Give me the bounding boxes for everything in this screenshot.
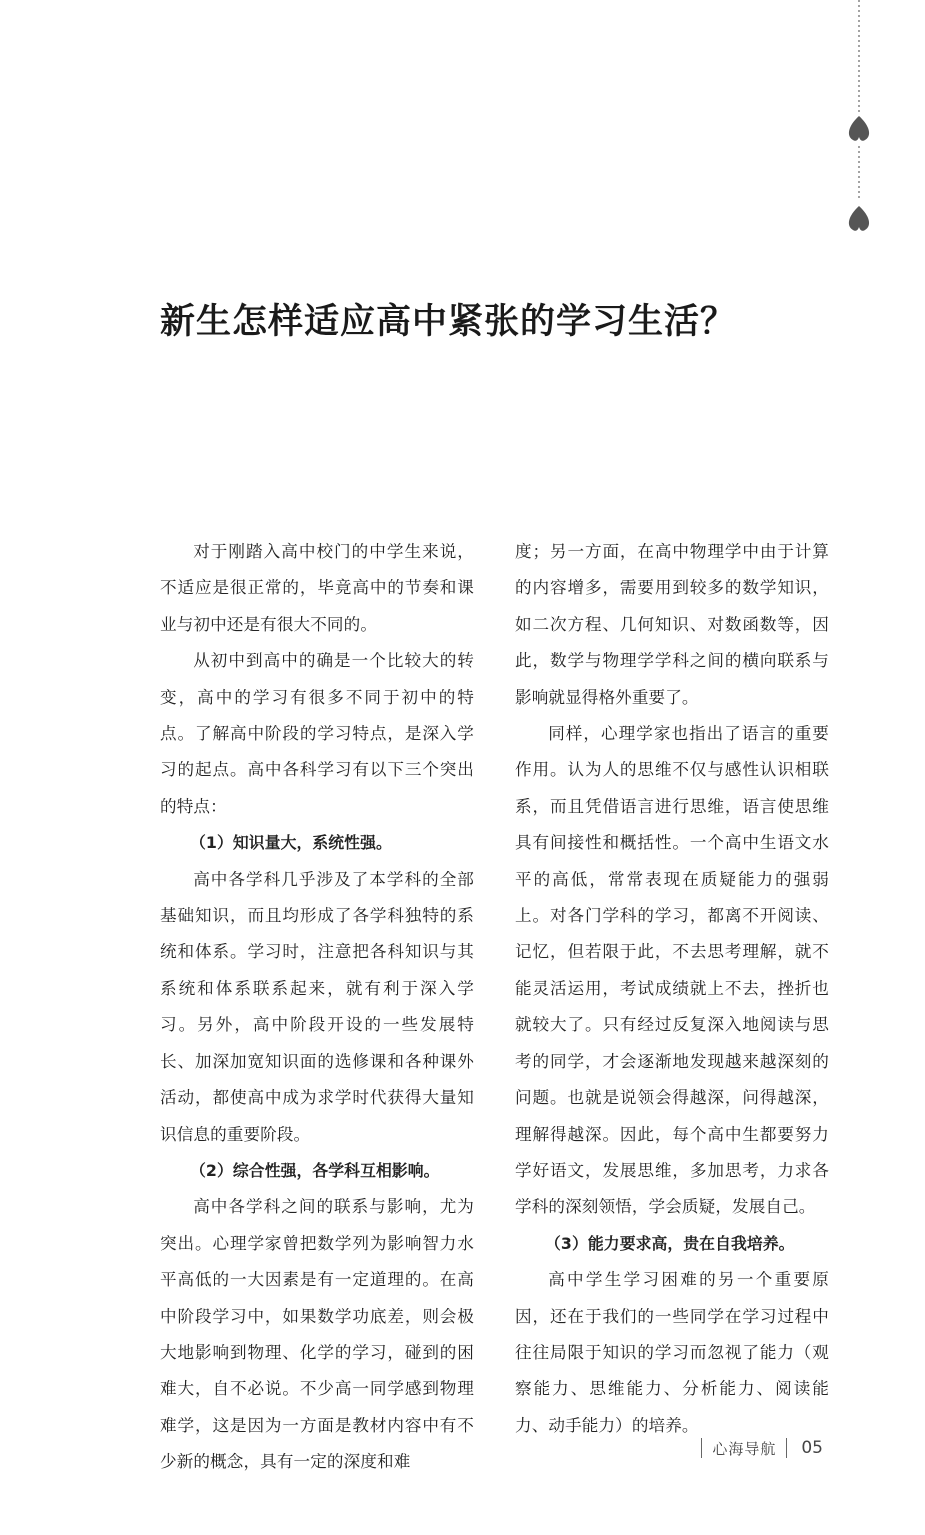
divider <box>701 1438 702 1458</box>
heart-icon <box>849 206 869 231</box>
heart-icon <box>849 116 869 141</box>
paragraph: 度；另一方面，在高中物理学中由于计算的内容增多，需要用到较多的数学知识，如二次方程、几何知识、对数函数等，因此，数学与物理学学科之间的横向联系与影响就显得格外重要了。 <box>515 542 829 707</box>
page-number: 05 <box>801 1438 823 1458</box>
paragraph: 从初中到高中的确是一个比较大的转变，高中的学习有很多不同于初中的特点。了解高中阶段的学习特点，是深入学习的起点。高中各科学习有以下三个突出的特点： <box>160 651 474 816</box>
subheading: （1）知识量大，系统性强。 <box>190 833 392 853</box>
article-title: 新生怎样适应高中紧张的学习生活？ <box>160 302 737 342</box>
left-column <box>160 534 474 1481</box>
paragraph: 高中各学科几乎涉及了本学科的全部基础知识，而且均形成了各学科独特的系统和体系。学习时，注意把各科知识与其系统和体系联系起来，就有利于深入学习。另外，高中阶段开设的一些发展特长、加深加宽知识面的选修课和各种课外活动，都使高中成为求学时代获得大量知识信息的重要阶段。 <box>160 869 474 1144</box>
page-footer <box>701 1433 823 1463</box>
paragraph: 对于刚踏入高中校门的中学生来说，不适应是很正常的，毕竟高中的节奏和课业与初中还是有很大不同的。 <box>160 542 474 634</box>
heart-decoration <box>844 0 874 240</box>
divider <box>786 1438 787 1458</box>
paragraph: 高中各学科之间的联系与影响，尤为突出。心理学家曾把数学列为影响智力水平高低的一大因素是有一定道理的。在高中阶段学习中，如果数学功底差，则会极大地影响到物理、化学的学习，碰到的困难大，自不必说。不少高一同学感到物理难学，这是因为一方面是教材内容中有不少新的概念，具有一定的深度和难 <box>160 1197 474 1472</box>
paragraph: 同样，心理学家也指出了语言的重要作用。认为人的思维不仅与感性认识相联系，而且凭借语言进行思维，语言使思维具有间接性和概括性。一个高中生语文水平的高低，常常表现在质疑能力的强弱上。对各门学科的学习，都离不开阅读、记忆，但若限于此，不去思考理解，就不能灵活运用，考试成绩就上不去，挫折也就较大了。只有经过反复深入地阅读与思考的同学，才会逐渐地发现越来越深刻的问题。也就是说领会得越深，问得越深，理解得越深。因此，每个高中生都要努力学好语文，发展思维，多加思考，力求各学科的深刻领悟，学会质疑，发展自己。 <box>515 724 829 1217</box>
subheading: （2）综合性强，各学科互相影响。 <box>190 1160 440 1180</box>
subheading: （3）能力要求高，贵在自我培养。 <box>545 1233 795 1253</box>
right-column <box>515 534 829 1444</box>
section-name: 心海导航 <box>712 1439 777 1458</box>
paragraph: 高中学生学习困难的另一个重要原因，还在于我们的一些同学在学习过程中往往局限于知识的学习而忽视了能力（观察能力、思维能力、分析能力、阅读能力、动手能力）的培养。 <box>515 1270 829 1435</box>
